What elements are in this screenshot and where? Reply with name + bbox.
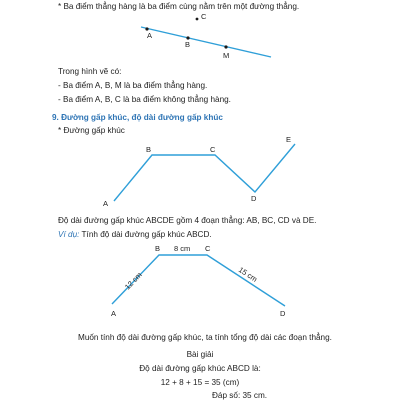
polyline-abcde-figure [103, 135, 295, 208]
solution-calculation: 12 + 8 + 15 = 35 (cm) [160, 378, 240, 387]
length-ab-label: 12 cm [122, 270, 144, 292]
straight-line [141, 27, 271, 57]
polyline-description: Độ dài đường gấp khúc ABCDE gồm 4 đoạn thẳng: AB, BC, CD và DE. [58, 216, 317, 225]
example-point-d-label: D [280, 309, 286, 318]
example-label: Ví dụ: [58, 230, 80, 239]
poly-point-d-label: D [251, 194, 257, 203]
straight-points-definition: * Ba điểm thẳng hàng là ba điểm cùng nằm trên một đường thẳng. [58, 2, 300, 11]
polyline-abcde [114, 144, 295, 201]
collinear-points-figure [141, 12, 271, 60]
poly-point-b-label: B [146, 145, 152, 154]
example-polyline-figure [111, 244, 286, 318]
point-c-dot [196, 18, 199, 21]
point-c-label: C [201, 12, 207, 21]
fact-collinear: - Ba điểm A, B, M là ba điểm thẳng hàng. [58, 81, 208, 90]
example-point-a-label: A [111, 309, 117, 318]
example-point-c-label: C [205, 244, 211, 253]
polyline-length-rule: Muốn tính độ dài đường gấp khúc, ta tính tổng độ dài các đoạn thẳng. [78, 333, 332, 342]
poly-point-a-label: A [103, 199, 109, 208]
example-prompt: Tính độ dài đường gấp khúc ABCD. [81, 230, 212, 239]
poly-point-e-label: E [286, 135, 292, 144]
solution-answer: Đáp số: 35 cm. [212, 391, 268, 400]
example-point-b-label: B [155, 244, 161, 253]
polyline-subheading: * Đường gấp khúc [58, 126, 125, 135]
solution-title: Bài giải [186, 350, 214, 359]
point-m-dot [224, 45, 227, 48]
figure-intro: Trong hình vẽ có: [58, 67, 122, 76]
poly-point-c-label: C [210, 145, 216, 154]
length-bc-label: 8 cm [174, 244, 191, 253]
point-b-label: B [185, 40, 191, 49]
solution-statement: Độ dài đường gấp khúc ABCD là: [139, 364, 261, 373]
section-heading-polyline: 9. Đường gấp khúc, độ dài đường gấp khúc [52, 113, 223, 122]
point-m-label: M [223, 51, 230, 60]
point-a-label: A [147, 31, 153, 40]
fact-not-collinear: - Ba điểm A, B, C là ba điểm không thẳng hàng. [58, 95, 231, 104]
length-cd-label: 15 cm [236, 265, 259, 284]
